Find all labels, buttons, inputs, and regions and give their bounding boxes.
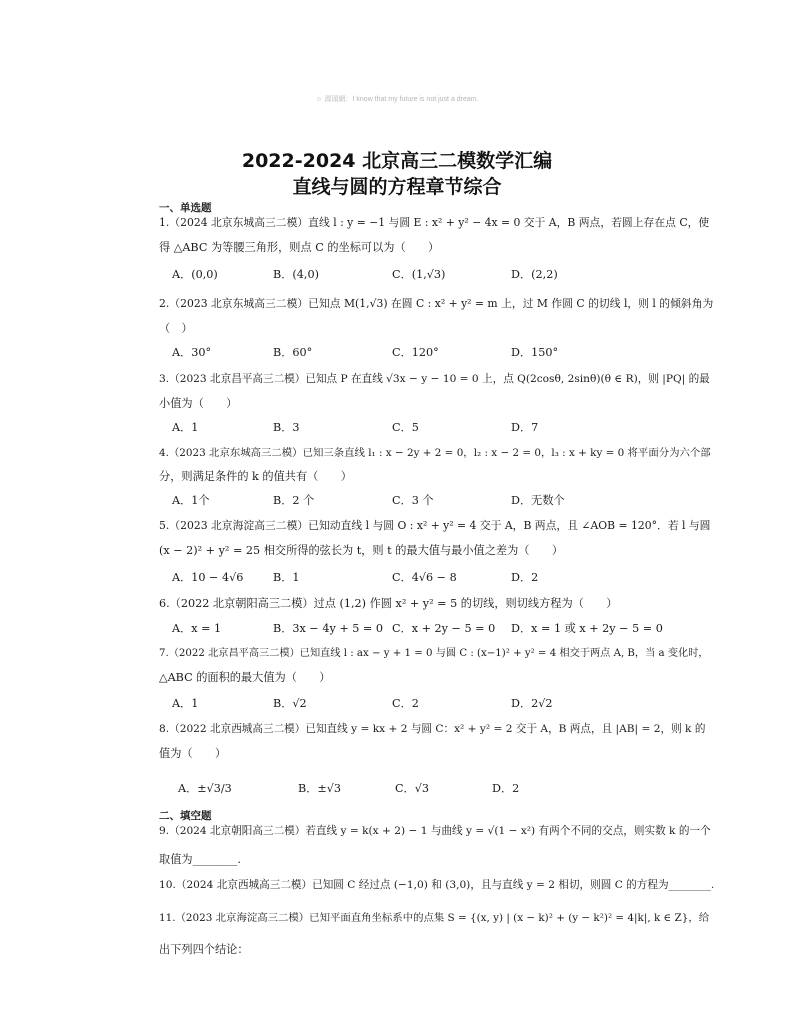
option-c: C．5 [392,421,419,434]
question-1-line-1: 1.（2024 北京东城高三二模）直线 l : y = −1 与圆 E : x² + y² − 4x = 0 交于 A，B 两点，若圆上存在点 C，使 [159,216,710,229]
option-a: A．(0,0) [172,268,218,281]
question-3-line-1: 3.（2023 北京昌平高三二模）已知点 P 在直线 √3x − y − 10 = 0 上，点 Q(2cosθ, 2sinθ)(θ ∈ R)，则 |PQ| 的最 [159,373,710,385]
option-b: B．√2 [273,697,307,710]
question-3-line-2: 小值为（ ） [159,397,238,410]
question-1-options [0,266,794,284]
option-b: B．±√3 [298,782,342,795]
option-a: A．1个 [172,494,210,507]
question-5-line-2: (x − 2)² + y² = 25 相交所得的弦长为 t，则 t 的最大值与最小值之差为（ ） [159,544,564,557]
question-8-options [0,780,794,798]
question-7-options [0,695,794,713]
option-a: A．30° [172,346,212,359]
option-d: D．2√2 [511,697,553,710]
option-d: D．7 [511,421,539,434]
question-7-line-2: △ABC 的面积的最大值为（ ） [159,671,331,684]
option-a: A．±√3/3 [178,782,232,795]
option-a: A．1 [172,697,199,710]
question-8-line-2: 值为（ ） [159,747,227,760]
question-9-line-1: 9.（2024 北京朝阳高三二模）若直线 y = k(x + 2) − 1 与曲线 y = √(1 − x²) 有两个不同的交点，则实数 k 的一个 [159,825,711,837]
watermark: ☺ 源頭網：I know that my future is not just a dream. [315,96,479,103]
option-b: B．1 [273,571,300,584]
option-d: D．2 [511,571,539,584]
option-d: D．无数个 [511,494,565,507]
question-6-options [0,620,794,638]
question-4-options [0,492,794,510]
option-c: C．√3 [395,782,429,795]
question-5-line-1: 5.（2023 北京海淀高三二模）已知动直线 l 与圆 O : x² + y² = 4 交于 A，B 两点，且 ∠AOB = 120°．若 l 与圆 [159,519,711,532]
question-6-line-1: 6.（2022 北京朝阳高三二模）过点 (1,2) 作圆 x² + y² = 5 的切线，则切线方程为（ ） [159,597,618,610]
option-b: B．3x − 4y + 5 = 0 [273,622,383,635]
question-11-line-2: 出下列四个结论： [159,943,249,956]
option-d: D．(2,2) [511,268,558,281]
question-2-options [0,344,794,362]
option-c: C．(1,√3) [392,268,446,281]
question-1-line-2: 得 △ABC 为等腰三角形，则点 C 的坐标可以为（ ） [159,241,440,254]
option-a: A．1 [172,421,199,434]
question-3-options [0,419,794,437]
option-d: D．x = 1 或 x + 2y − 5 = 0 [511,622,663,635]
option-a: A．10 − 4√6 [172,571,244,584]
question-2-line-1: 2.（2023 北京东城高三二模）已知点 M(1,√3) 在圆 C : x² + y² = m 上，过 M 作圆 C 的切线 l，则 l 的倾斜角为 [159,297,714,310]
question-8-line-1: 8.（2022 北京西城高三二模）已知直线 y = kx + 2 与圆 C：x² + y² = 2 交于 A，B 两点，且 |AB| = 2，则 k 的 [159,723,706,735]
document-subtitle: 直线与圆的方程章节综合 [292,176,502,198]
option-d: D．2 [492,782,520,795]
question-9-line-2: 取值为________. [159,853,241,866]
section-heading-single-choice: 一、单选题 [159,202,212,214]
question-11-line-1: 11.（2023 北京海淀高三二模）已知平面直角坐标系中的点集 S = {(x, y) | (x − k)² + (y − k²)² = 4|k|, k ∈ Z}，给 [159,912,710,924]
option-b: B．3 [273,421,300,434]
document-title: 2022-2024 北京高三二模数学汇编 [241,150,553,172]
option-c: C．3 个 [392,494,434,507]
option-c: C．4√6 − 8 [392,571,457,584]
question-5-options [0,569,794,587]
question-4-line-2: 分，则满足条件的 k 的值共有（ ） [159,470,352,483]
option-b: B．2 个 [273,494,315,507]
option-b: B．(4,0) [273,268,319,281]
option-c: C．x + 2y − 5 = 0 [392,622,496,635]
option-c: C．2 [392,697,419,710]
question-7-line-1: 7.（2022 北京昌平高三二模）已知直线 l : ax − y + 1 = 0 与圆 C : (x−1)² + y² = 4 相交于两点 A, B，当 a 变化时， [159,648,709,659]
option-d: D．150° [511,346,559,359]
question-2-line-2: （ ） [159,322,193,335]
section-heading-fill-in: 二、填空题 [159,810,212,822]
option-a: A．x = 1 [172,622,222,635]
question-10-line-1: 10.（2024 北京西城高三二模）已知圆 C 经过点 (−1,0) 和 (3,0)，且与直线 y = 2 相切，则圆 C 的方程为________. [159,879,715,891]
question-4-line-1: 4.（2023 北京东城高三二模）已知三条直线 l₁ : x − 2y + 2 = 0，l₂ : x − 2 = 0，l₃ : x + ky = 0 将平面分为六个部 [159,447,711,459]
option-b: B．60° [273,346,313,359]
option-c: C．120° [392,346,439,359]
